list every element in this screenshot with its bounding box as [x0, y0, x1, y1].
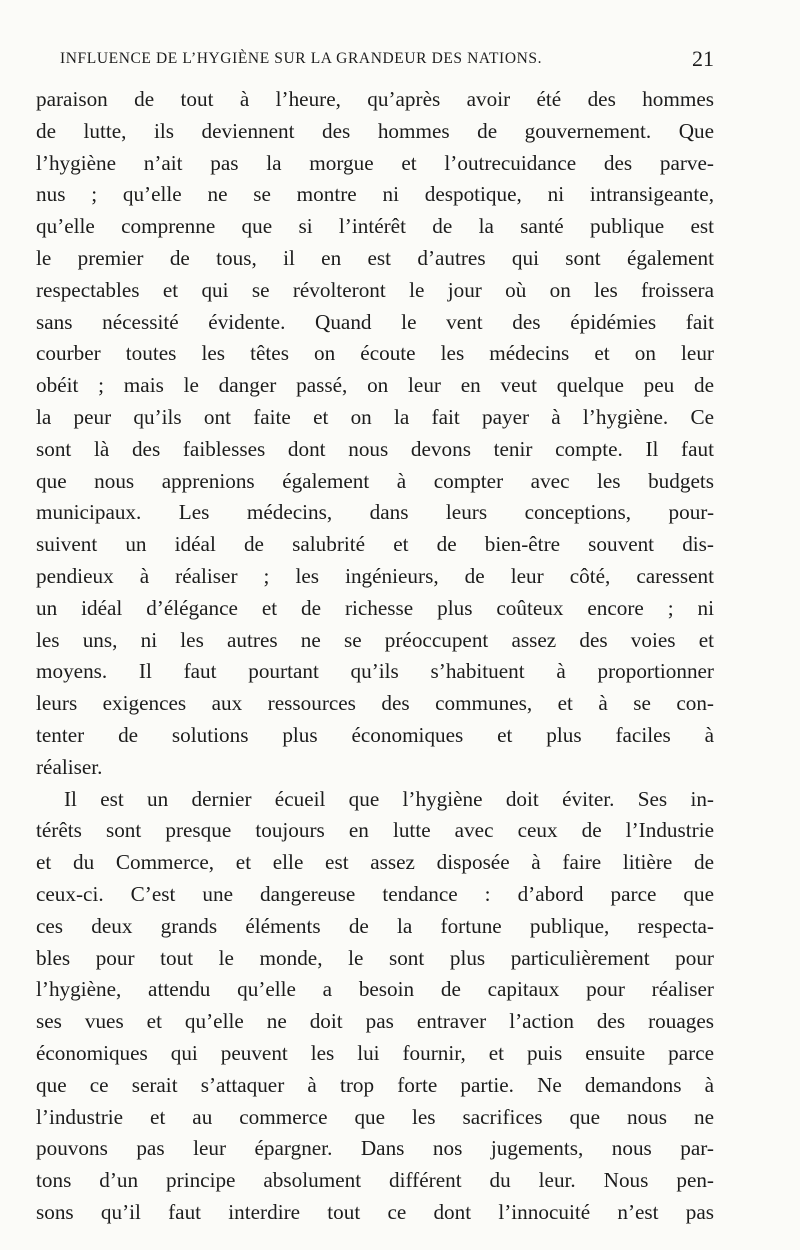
- text-line: Il est un dernier écueil que l’hygiène doit éviter. Ses in-: [64, 786, 714, 811]
- text-line: que nous apprenions également à compter avec les budgets: [36, 468, 714, 493]
- text-line: l’hygiène, attendu qu’elle a besoin de capitaux pour réaliser: [36, 977, 714, 1002]
- text-line: économiques qui peuvent les lui fournir, et puis ensuite parce: [36, 1040, 714, 1065]
- text-line: tons d’un principe absolument différent du leur. Nous pen-: [36, 1168, 714, 1193]
- text-line: que ce serait s’attaquer à trop forte partie. Ne demandons à: [36, 1072, 714, 1097]
- text-line: nus ; qu’elle ne se montre ni despotique, ni intransigeante,: [36, 182, 714, 207]
- text-line: térêts sont presque toujours en lutte avec ceux de l’Industrie: [36, 818, 714, 843]
- text-line: courber toutes les têtes on écoute les médecins et on leur: [36, 341, 714, 366]
- text-line: ceux-ci. C’est une dangereuse tendance : d’abord parce que: [36, 881, 714, 906]
- text-line: et du Commerce, et elle est assez disposée à faire litière de: [36, 850, 714, 875]
- text-line: sons qu’il faut interdire tout ce dont l’innocuité n’est pas: [36, 1199, 714, 1224]
- running-head: INFLUENCE DE L’HYGIÈNE SUR LA GRANDEUR DES NATIONS.: [60, 50, 543, 67]
- text-line: ces deux grands éléments de la fortune publique, respecta-: [36, 913, 714, 938]
- text-line: paraison de tout à l’heure, qu’après avoir été des hommes: [36, 87, 714, 111]
- text-line: l’industrie et au commerce que les sacrifices que nous ne: [36, 1104, 714, 1129]
- text-line: tenter de solutions plus économiques et plus faciles à: [36, 722, 714, 747]
- text-line: leurs exigences aux ressources des communes, et à se con-: [36, 691, 714, 716]
- page-header: [60, 46, 714, 74]
- text-line: municipaux. Les médecins, dans leurs conceptions, pour-: [36, 500, 714, 525]
- text-line: de lutte, ils deviennent des hommes de gouvernement. Que: [36, 118, 714, 143]
- text-line: pendieux à réaliser ; les ingénieurs, de leur côté, caressent: [36, 563, 714, 588]
- text-line: moyens. Il faut pourtant qu’ils s’habituent à proportionner: [36, 659, 714, 684]
- text-line: suivent un idéal de salubrité et de bien-être souvent dis-: [36, 532, 714, 557]
- text-line: un idéal d’élégance et de richesse plus coûteux encore ; ni: [36, 595, 714, 620]
- text-line: qu’elle comprenne que si l’intérêt de la santé publique est: [36, 214, 714, 239]
- body-text: [36, 84, 714, 1229]
- text-line: pouvons pas leur épargner. Dans nos jugements, nous par-: [36, 1136, 714, 1161]
- text-line: réaliser.: [36, 754, 103, 779]
- text-line: sont là des faiblesses dont nous devons tenir compte. Il faut: [36, 436, 714, 461]
- text-line: le premier de tous, il en est d’autres qui sont également: [36, 245, 714, 270]
- text-line: les uns, ni les autres ne se préoccupent assez des voies et: [36, 627, 714, 652]
- text-line: bles pour tout le monde, le sont plus particulièrement pour: [36, 945, 714, 970]
- page-number: 21: [692, 46, 714, 71]
- text-line: la peur qu’ils ont faite et on la fait payer à l’hygiène. Ce: [36, 404, 714, 429]
- text-line: sans nécessité évidente. Quand le vent des épidémies fait: [36, 309, 714, 334]
- text-line: l’hygiène n’ait pas la morgue et l’outrecuidance des parve-: [36, 150, 714, 175]
- text-line: respectables et qui se révolteront le jour où on les froissera: [36, 277, 714, 302]
- text-line: ses vues et qu’elle ne doit pas entraver l’action des rouages: [36, 1009, 714, 1034]
- text-line: obéit ; mais le danger passé, on leur en veut quelque peu de: [36, 373, 714, 398]
